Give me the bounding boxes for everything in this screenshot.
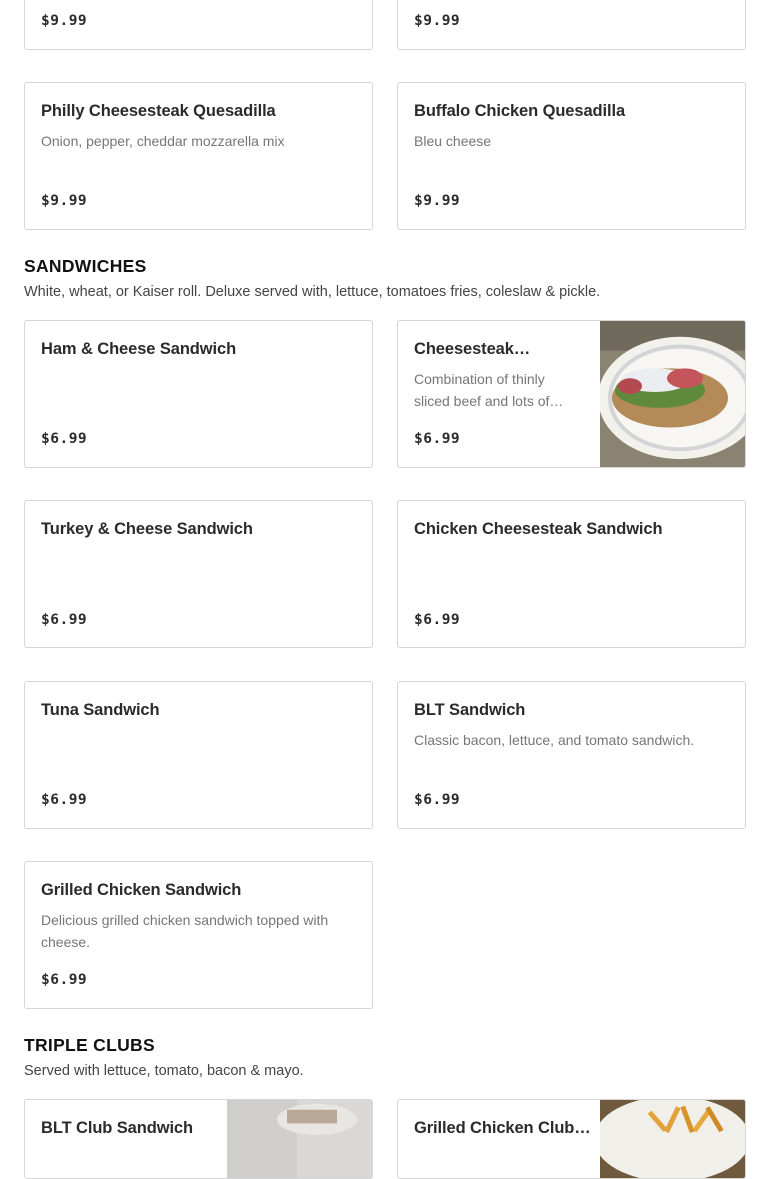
- item-price: $6.99: [41, 792, 88, 808]
- section-title-sandwiches: SANDWICHES: [24, 256, 147, 276]
- item-name: Turkey & Cheese Sandwich: [41, 520, 253, 538]
- cheesesteak-photo: [600, 321, 745, 467]
- item-name: Ham & Cheese Sandwich: [41, 340, 237, 358]
- item-name: Buffalo Chicken Quesadilla: [414, 102, 626, 120]
- menu-item-card[interactable]: [397, 82, 746, 230]
- menu-item-card[interactable]: [397, 681, 746, 829]
- menu-item-card[interactable]: [397, 500, 746, 648]
- item-price: $6.99: [414, 612, 461, 628]
- item-name: BLT Sandwich: [414, 701, 526, 719]
- section-description-sandwiches: White, wheat, or Kaiser roll. Deluxe served with, lettuce, tomatoes fries, coleslaw & pickle.: [24, 284, 601, 300]
- item-price: $6.99: [414, 431, 461, 447]
- section-description-triple-clubs: Served with lettuce, tomato, bacon & mayo.: [24, 1063, 304, 1079]
- item-description: Bleu cheese: [414, 133, 492, 149]
- menu-item-card[interactable]: [24, 681, 373, 829]
- menu-item-card[interactable]: [397, 320, 746, 468]
- item-price: $6.99: [41, 431, 88, 447]
- section-title-triple-clubs: TRIPLE CLUBS: [24, 1035, 155, 1055]
- item-price: $9.99: [414, 13, 461, 29]
- item-description: Onion, pepper, cheddar mozzarella mix: [41, 133, 285, 149]
- item-price: $6.99: [41, 972, 88, 988]
- item-name: Chicken Cheesesteak Sandwich: [414, 520, 663, 538]
- item-price: $6.99: [41, 612, 88, 628]
- blt-club-photo: [227, 1100, 372, 1178]
- item-name: Philly Cheesesteak Quesadilla: [41, 102, 276, 120]
- item-description: Classic bacon, lettuce, and tomato sandwich.: [414, 732, 695, 748]
- menu-item-card[interactable]: [397, 0, 746, 50]
- menu-item-card[interactable]: [397, 1099, 746, 1179]
- item-name: BLT Club Sandwich: [41, 1119, 193, 1137]
- item-price: $9.99: [414, 193, 461, 209]
- menu-item-card[interactable]: [24, 500, 373, 648]
- menu-item-card[interactable]: [24, 320, 373, 468]
- item-price: $6.99: [414, 792, 461, 808]
- grilled-chicken-club-photo: [600, 1100, 745, 1178]
- item-name: Cheesesteak…: [414, 340, 531, 358]
- menu-item-card[interactable]: [24, 0, 373, 50]
- item-name: Tuna Sandwich: [41, 701, 160, 719]
- menu-item-card[interactable]: [24, 82, 373, 230]
- item-description: Combination of thinly sliced beef and lots of…: [414, 371, 564, 409]
- item-description: Delicious grilled chicken sandwich topped with cheese.: [41, 912, 329, 950]
- menu-item-card[interactable]: [24, 1099, 373, 1179]
- menu-item-card[interactable]: [24, 861, 373, 1009]
- item-price: $9.99: [41, 13, 88, 29]
- item-price: $9.99: [41, 193, 88, 209]
- item-name: Grilled Chicken Club…: [414, 1119, 591, 1137]
- item-name: Grilled Chicken Sandwich: [41, 881, 242, 899]
